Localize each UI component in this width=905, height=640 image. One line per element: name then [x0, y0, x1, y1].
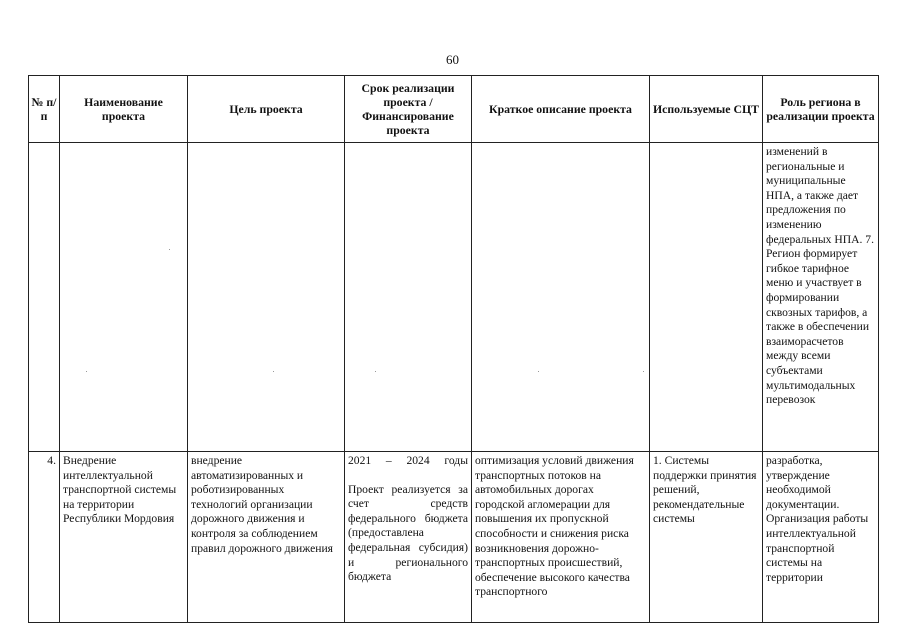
scan-speck: [169, 249, 170, 250]
scan-speck: [643, 371, 644, 372]
cell-goal: [188, 143, 345, 452]
scan-speck: [273, 371, 274, 372]
header-tech: Используемые СЦТ: [650, 76, 763, 143]
cell-name: [60, 143, 188, 452]
cell-term: [345, 143, 472, 452]
cell-num: [29, 143, 60, 452]
header-role: Роль региона в реализации проекта: [763, 76, 879, 143]
projects-table: [28, 75, 879, 623]
cell-role: изменений в региональные и муниципальные НПА, а также дает предложения по изменению федеральных НПА. 7. Регион формирует гибкое тарифное меню и участвует в формировании сквозных тарифов, а также в обеспечении взаиморасчетов между всеми субъектами мультимодальных перевозок: [763, 143, 879, 452]
cell-role: разработка, утверждение необходимой документации. Организация работы интеллектуальной транспортной системы на территории: [763, 452, 879, 623]
page-number: 60: [446, 52, 459, 67]
table-header-row: [29, 76, 879, 143]
scan-speck: [86, 371, 87, 372]
cell-num: 4.: [29, 452, 60, 623]
scan-speck: [375, 371, 376, 372]
cell-goal: внедрение автоматизированных и роботизированных технологий организации дорожного движения и контроля за соблюдением правил дорожного движения: [188, 452, 345, 623]
financing-text: Проект реализуется за счет средств федерального бюджета (предоставлена федеральная субсидия) и регионального бюджета: [348, 482, 468, 584]
header-num: № п/п: [29, 76, 60, 143]
header-description: Краткое описание проекта: [472, 76, 650, 143]
cell-name: Внедрение интеллектуальной транспортной системы на территории Республики Мордовия: [60, 452, 188, 623]
cell-description: оптимизация условий движения транспортных потоков на автомобильных дорогах городской агломерации для повышения их пропускной способности и снижения риска возникновения дорожно-транспортных происшествий, обеспечение высокого качества транспортного: [472, 452, 650, 623]
header-goal: Цель проекта: [188, 76, 345, 143]
header-term: Срок реализации проекта / Финансирование проекта: [345, 76, 472, 143]
header-name: Наименование проекта: [60, 76, 188, 143]
cell-tech: [650, 143, 763, 452]
scan-speck: [538, 371, 539, 372]
cell-tech: 1. Системы поддержки принятия решений, рекомендательные системы: [650, 452, 763, 623]
cell-term: [345, 452, 472, 623]
term-text: 2021 – 2024 годы: [348, 454, 468, 467]
cell-description: [472, 143, 650, 452]
table-row-continuation: [29, 143, 879, 452]
table-row: [29, 452, 879, 623]
